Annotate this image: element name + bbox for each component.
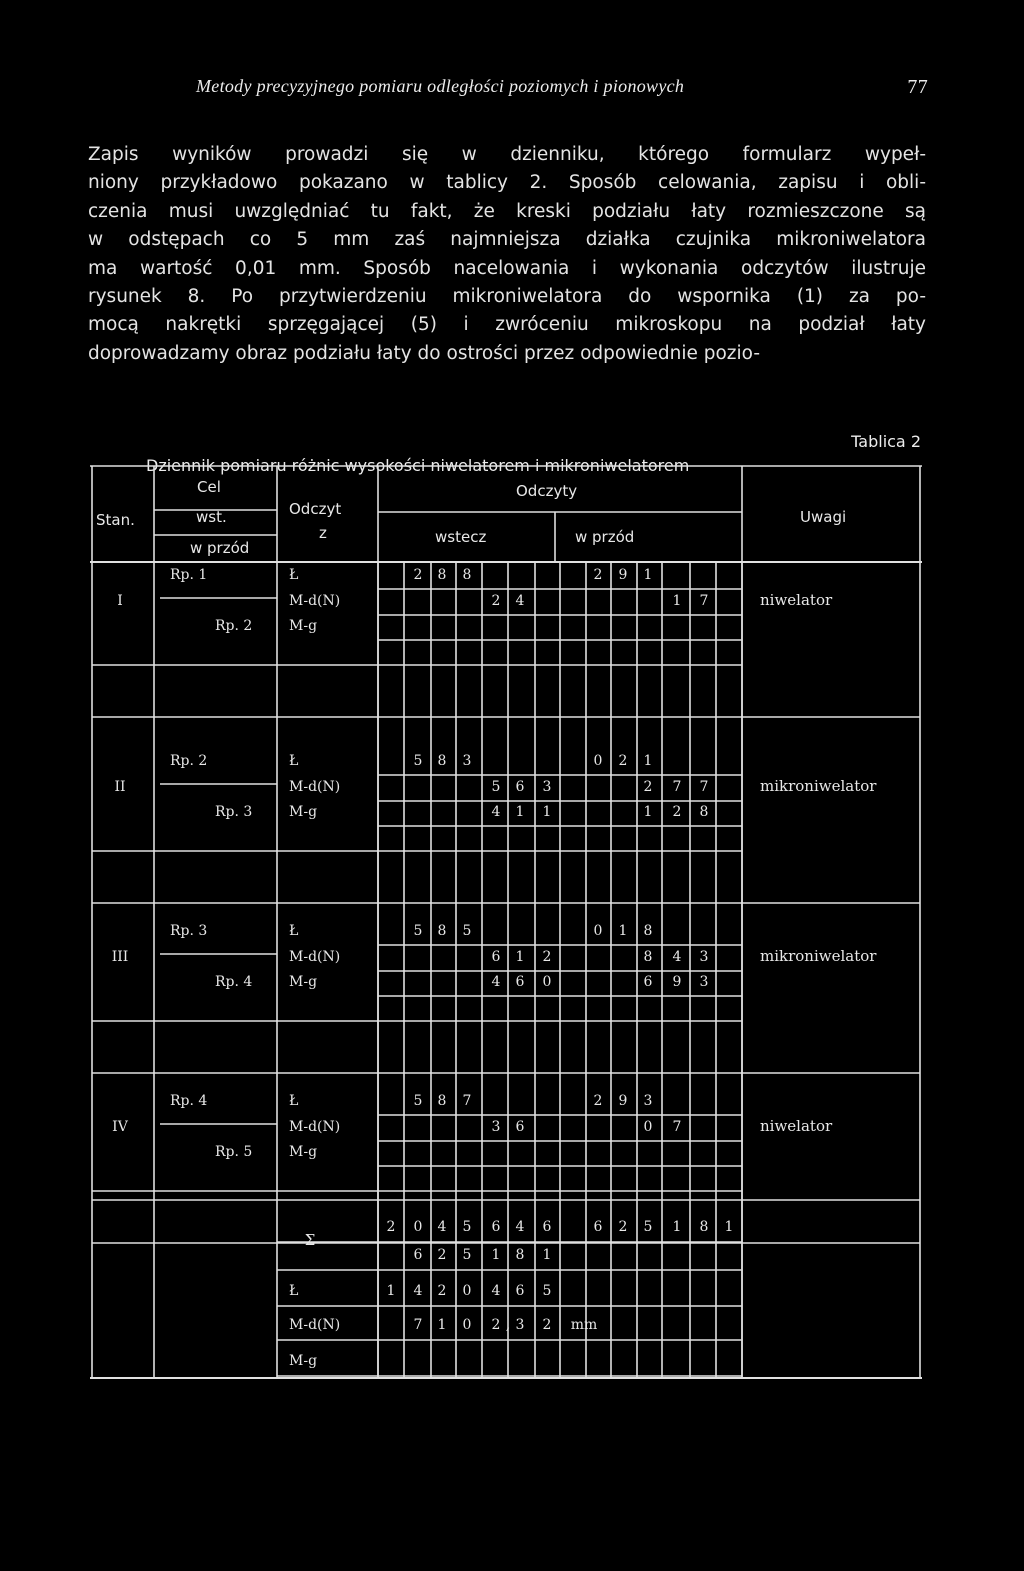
reading-digit: 9 (672, 974, 682, 990)
summary-digit: 2 (386, 1219, 396, 1235)
summary-digit: 0 (413, 1219, 423, 1235)
reading-digit: 8 (437, 923, 447, 939)
target-backsight: Rp. 3 (170, 923, 208, 939)
summary-digit: mm (570, 1317, 598, 1333)
station-number: III (111, 949, 129, 965)
table-body (112, 567, 878, 1369)
reading-digit: 0 (643, 1119, 653, 1135)
reading-label: Ł (289, 567, 299, 583)
reading-digit: 4 (491, 804, 501, 820)
reading-digit: 8 (462, 567, 472, 583)
paragraph-line: Zapis wyników prowadzi się w dzienniku, którego formularz wypeł- (88, 144, 926, 165)
header-wprzod-reading: w przód (575, 528, 635, 546)
reading-digit: 2 (413, 567, 423, 583)
reading-digit: 0 (542, 974, 552, 990)
reading-digit: 5 (413, 1093, 423, 1109)
station-number: IV (112, 1119, 128, 1135)
reading-digit: 5 (413, 923, 423, 939)
reading-digit: 3 (542, 779, 552, 795)
reading-digit: 1 (618, 923, 628, 939)
reading-digit: 8 (437, 1093, 447, 1109)
target-backsight: Rp. 4 (170, 1093, 208, 1109)
remark: mikroniwelator (760, 947, 877, 965)
table-title: Dziennik pomiaru różnic wysokości niwelatorem i mikroniwelatorem (146, 456, 690, 475)
summary-digit: 2 (437, 1247, 447, 1263)
reading-digit: 8 (437, 567, 447, 583)
summary-digit: 4 (437, 1219, 447, 1235)
target-backsight: Rp. 2 (170, 753, 208, 769)
header-wprzod: w przód (190, 539, 250, 557)
reading-digit: 2 (593, 1093, 603, 1109)
summary-label: M-g (289, 1353, 318, 1369)
reading-label: M-d(N) (289, 779, 341, 795)
target-foresight: Rp. 2 (215, 618, 253, 634)
paragraph-line: mocą nakrętki sprzęgającej (5) i zwróceniu mikroskopu na podział łaty (88, 314, 926, 336)
reading-digit: 1 (643, 567, 653, 583)
header-stan: Stan. (96, 511, 135, 529)
summary-digit: 5 (542, 1283, 552, 1299)
header-odczyt: Odczyt (289, 500, 342, 518)
header-odczyty: Odczyty (516, 482, 578, 500)
station-number: II (114, 779, 126, 795)
reading-digit: 2 (643, 779, 653, 795)
summary-digit: 5 (643, 1219, 653, 1235)
reading-digit: 2 (593, 567, 603, 583)
summary-label: M-d(N) (289, 1317, 341, 1333)
reading-digit: 1 (643, 804, 653, 820)
reading-digit: 7 (672, 1119, 682, 1135)
summary-digit: 2 (618, 1219, 628, 1235)
summary-digit: 2 (542, 1317, 552, 1333)
reading-digit: 8 (699, 804, 709, 820)
summary-digit: 1 (672, 1219, 682, 1235)
reading-digit: 4 (515, 593, 525, 609)
reading-digit: 6 (491, 949, 501, 965)
sigma-symbol: Σ (304, 1231, 316, 1249)
summary-digit: 6 (515, 1283, 525, 1299)
reading-digit: 9 (618, 567, 628, 583)
header-cel: Cel (197, 478, 221, 496)
reading-digit: 2 (491, 593, 501, 609)
reading-label: M-g (289, 974, 318, 990)
summary-digit: 6 (593, 1219, 603, 1235)
summary-label: Ł (289, 1283, 299, 1299)
reading-label: M-g (289, 1144, 318, 1160)
header-wstecz: wstecz (435, 528, 487, 546)
target-foresight: Rp. 3 (215, 804, 253, 820)
reading-digit: 9 (618, 1093, 628, 1109)
header-z: z (319, 524, 327, 542)
target-foresight: Rp. 5 (215, 1144, 253, 1160)
reading-digit: 3 (491, 1119, 501, 1135)
reading-label: M-d(N) (289, 949, 341, 965)
reading-digit: 2 (542, 949, 552, 965)
target-foresight: Rp. 4 (215, 974, 253, 990)
header-uwagi: Uwagi (800, 508, 847, 526)
summary-digit: 1 (491, 1247, 501, 1263)
summary-digit: 0 (462, 1283, 472, 1299)
reading-digit: 2 (672, 804, 682, 820)
page-number: 77 (907, 76, 928, 98)
header-title: Metody precyzyjnego pomiaru odległości poziomych i pionowych (196, 76, 685, 96)
header-wst: wst. (196, 508, 227, 526)
summary-digit: 4 (413, 1283, 423, 1299)
reading-digit: 7 (462, 1093, 472, 1109)
paragraph-line: ma wartość 0,01 mm. Sposób nacelowania i wykonania odczytów ilustruje (88, 257, 926, 279)
reading-digit: 1 (643, 753, 653, 769)
reading-digit: 6 (515, 779, 525, 795)
summary-digit: 1 (386, 1283, 396, 1299)
reading-digit: 3 (699, 974, 709, 990)
summary-digit: 8 (699, 1219, 709, 1235)
reading-label: Ł (289, 923, 299, 939)
remark: mikroniwelator (760, 777, 877, 795)
reading-digit: 1 (542, 804, 552, 820)
reading-digit: 0 (593, 923, 603, 939)
summary-digit: 5 (462, 1247, 472, 1263)
reading-digit: 3 (643, 1093, 653, 1109)
reading-digit: 8 (437, 753, 447, 769)
paragraph-line: rysunek 8. Po przytwierdzeniu mikroniwelatora do wspornika (1) za po- (88, 285, 926, 307)
summary-digit: 1 (437, 1317, 447, 1333)
reading-label: M-d(N) (289, 593, 341, 609)
reading-digit: 5 (413, 753, 423, 769)
reading-label: M-g (289, 804, 318, 820)
reading-digit: 1 (672, 593, 682, 609)
remark: niwelator (760, 1117, 833, 1135)
summary-digit: 6 (413, 1247, 423, 1263)
reading-digit: 4 (491, 974, 501, 990)
summary-digit: 2 (491, 1317, 501, 1333)
paragraph-line: doprowadzamy obraz podziału łaty do ostrości przez odpowiednie pozio- (88, 342, 760, 364)
reading-label: M-g (289, 618, 318, 634)
summary-digit: 2 (437, 1283, 447, 1299)
summary-digit: 7 (413, 1317, 423, 1333)
reading-digit: 7 (699, 779, 709, 795)
summary-digit: 1 (724, 1219, 734, 1235)
reading-label: Ł (289, 753, 299, 769)
reading-digit: 8 (643, 923, 653, 939)
reading-digit: 1 (515, 804, 525, 820)
summary-digit: 3 (515, 1317, 525, 1333)
summary-digit: 6 (491, 1219, 501, 1235)
reading-digit: 3 (462, 753, 472, 769)
reading-digit: 6 (643, 974, 653, 990)
reading-digit: 6 (515, 974, 525, 990)
reading-digit: 7 (672, 779, 682, 795)
table-label: Tablica 2 (851, 432, 921, 451)
reading-digit: 2 (618, 753, 628, 769)
summary-digit: 1 (542, 1247, 552, 1263)
reading-digit: 0 (593, 753, 603, 769)
reading-label: Ł (289, 1093, 299, 1109)
table-header (96, 478, 846, 557)
target-backsight: Rp. 1 (170, 567, 208, 583)
summary-digit: 4 (491, 1283, 501, 1299)
summary-digit: 6 (542, 1219, 552, 1235)
reading-digit: 8 (643, 949, 653, 965)
reading-digit: 5 (491, 779, 501, 795)
reading-digit: 6 (515, 1119, 525, 1135)
summary-digit: 4 (515, 1219, 525, 1235)
reading-digit: 4 (672, 949, 682, 965)
reading-digit: 1 (515, 949, 525, 965)
summary-digit: 0 (462, 1317, 472, 1333)
paragraph-line: niony przykładowo pokazano w tablicy 2. Sposób celowania, zapisu i obli- (88, 172, 926, 194)
summary-digit: 5 (462, 1219, 472, 1235)
paragraph-line: w odstępach co 5 mm zaś najmniejsza działka czujnika mikroniwelatora (88, 229, 926, 251)
reading-label: M-d(N) (289, 1119, 341, 1135)
remark: niwelator (760, 591, 833, 609)
decimal-comma: , (505, 1317, 511, 1333)
station-number: I (117, 593, 123, 609)
reading-digit: 3 (699, 949, 709, 965)
summary-digit: 8 (515, 1247, 525, 1263)
reading-digit: 5 (462, 923, 472, 939)
reading-digit: 7 (699, 593, 709, 609)
paragraph-line: czenia musi uwzględniać tu fakt, że kreski podziału łaty rozmieszczone są (88, 200, 926, 222)
